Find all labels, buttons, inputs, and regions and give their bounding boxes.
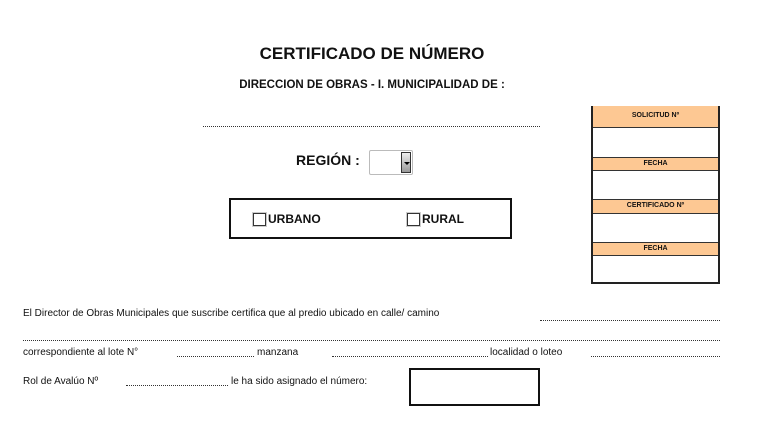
side-table: [591, 106, 720, 284]
fecha-header-1: FECHA: [593, 157, 718, 171]
chevron-down-icon[interactable]: [401, 152, 411, 173]
lote-label: correspondiente al lote N°: [23, 347, 139, 358]
fecha-field-2[interactable]: [593, 256, 718, 284]
certificado-field[interactable]: [593, 214, 718, 242]
solicitud-field[interactable]: [593, 128, 718, 157]
lote-field[interactable]: [177, 356, 254, 357]
localidad-label: localidad o loteo: [490, 347, 563, 358]
rol-label: Rol de Avalúo Nº: [23, 376, 99, 387]
region-label: REGIÓN :: [296, 152, 360, 168]
rural-label: RURAL: [422, 212, 464, 226]
assigned-number-field[interactable]: [409, 368, 540, 406]
solicitud-header: SOLICITUD Nº: [593, 106, 718, 128]
asignado-label: le ha sido asignado el número:: [231, 376, 368, 387]
municipality-field[interactable]: [203, 126, 540, 127]
calle-field[interactable]: [540, 320, 720, 321]
urbano-checkbox[interactable]: [253, 213, 266, 226]
fecha-header-2: FECHA: [593, 242, 718, 256]
region-select[interactable]: [369, 150, 413, 175]
certificado-header: CERTIFICADO Nº: [593, 199, 718, 214]
manzana-field[interactable]: [332, 356, 488, 357]
zone-box: [229, 198, 512, 239]
calle-field-continued[interactable]: [23, 340, 720, 341]
rural-checkbox[interactable]: [407, 213, 420, 226]
manzana-label: manzana: [257, 347, 299, 358]
page-title: CERTIFICADO DE NÚMERO: [259, 44, 485, 63]
localidad-field[interactable]: [591, 356, 720, 357]
fecha-field-1[interactable]: [593, 171, 718, 199]
urbano-label: URBANO: [268, 212, 321, 226]
intro-text: El Director de Obras Municipales que suscribe certifica que al predio ubicado en calle/ camino: [23, 308, 440, 319]
rol-field[interactable]: [126, 385, 228, 386]
page-subtitle: DIRECCION DE OBRAS - I. MUNICIPALIDAD DE :: [239, 79, 505, 91]
